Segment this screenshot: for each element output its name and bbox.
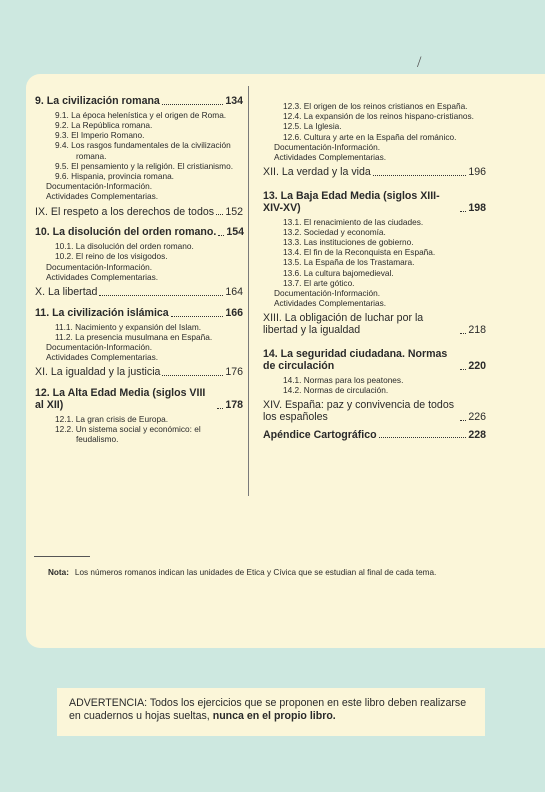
- toc-chapter-10[interactable]: 10. La disolución del orden romano. 154: [35, 226, 244, 239]
- note-text: Los números romanos indican las unidades de Etica y Cívica que se estudian al final de cada tema.: [74, 568, 437, 577]
- subsection: 10.2. El reino de los visigodos.: [55, 251, 168, 262]
- subsection: 9.5. El pensamiento y la religión. El cristianismo.: [55, 160, 234, 171]
- subsection: 12.2. Un sistema social y económico: el feudalismo.: [55, 424, 201, 445]
- subsection: 12.6. Cultura y arte en la España del románico.: [283, 131, 457, 142]
- toc-ethics-xiii[interactable]: XIII. La obligación de luchar por la libertad y la igualdad 218: [263, 312, 486, 337]
- toc-ethics-xi[interactable]: XI. La igualdad y la justicia 176: [35, 366, 243, 379]
- extra-line: Documentación-Información.: [274, 288, 381, 299]
- warning-text: ADVERTENCIA: Todos los ejercicios que se proponen en este libro deben realizarse en cuadernos u hojas sueltas,: [69, 697, 467, 722]
- note-label: Nota:: [48, 568, 69, 577]
- column-divider: [248, 86, 249, 496]
- footnote: [48, 568, 448, 579]
- extra-line: Documentación-Información.: [46, 261, 153, 272]
- extra-line: Documentación-Información.: [274, 141, 381, 152]
- subsection-list: [35, 241, 243, 282]
- toc-chapter-14[interactable]: 14. La seguridad ciudadana. Normas de circulación 220: [263, 348, 486, 372]
- subsection: 9.1. La época helenística y el origen de Roma.: [55, 109, 227, 120]
- toc-ethics-xii[interactable]: XII. La verdad y la vida 196: [263, 166, 486, 179]
- warning-box: [57, 688, 485, 736]
- subsection-list: [35, 110, 243, 202]
- subsection: 12.3. El origen de los reinos cristianos en España.: [283, 101, 468, 111]
- subsection-list: [263, 217, 486, 309]
- extra-line: Actividades Complementarias.: [46, 271, 159, 282]
- toc-ethics-xiv[interactable]: XIV. España: paz y convivencia de todos los españoles 226: [263, 399, 486, 423]
- subsection: 13.2. Sociedad y economía.: [283, 226, 386, 237]
- extra-line: Actividades Complementarias.: [46, 352, 159, 363]
- subsection: 13.5. La España de los Trastamara.: [283, 257, 415, 268]
- subsection: 10.1. La disolución del orden romano.: [55, 241, 194, 252]
- subsection-list: [35, 322, 243, 363]
- subsection: 9.4. Los rasgos fundamentales de la civilización romana.: [55, 140, 231, 161]
- subsection: 9.3. El Imperio Romano.: [55, 130, 145, 141]
- subsection: 11.1. Nacimiento y expansión del Islam.: [55, 321, 202, 332]
- subsection: 12.4. La expansión de los reinos hispano-cristianos.: [283, 111, 474, 122]
- subsection-list: [35, 414, 243, 445]
- extra-line: Documentación-Información.: [46, 181, 153, 192]
- subsection: 13.1. El renacimiento de las ciudades.: [283, 216, 424, 227]
- subsection: 12.5. La Iglesia.: [283, 121, 342, 132]
- subsection-list: [263, 375, 486, 395]
- toc-chapter-12[interactable]: 12. La Alta Edad Media (siglos VIII al XII) 178: [35, 387, 243, 412]
- extra-line: Actividades Complementarias.: [274, 152, 387, 163]
- subsection: 13.3. Las instituciones de gobierno.: [283, 237, 414, 248]
- subsection: 14.2. Normas de circulación.: [283, 384, 389, 395]
- subsection: 13.6. La cultura bajomedieval.: [283, 267, 394, 278]
- extra-line: Actividades Complementarias.: [274, 298, 387, 309]
- subsection: 14.1. Normas para los peatones.: [283, 374, 404, 385]
- warning-emphasis: nunca en el propio libro.: [212, 710, 336, 722]
- toc-ethics-x[interactable]: X. La libertad 164: [35, 286, 243, 299]
- toc-chapter-9[interactable]: 9. La civilización romana 134: [35, 95, 243, 107]
- extra-line: Actividades Complementarias.: [46, 191, 159, 202]
- note-rule: [34, 556, 90, 557]
- toc-appendix[interactable]: Apéndice Cartográfico 228: [263, 428, 486, 441]
- pen-mark: /: [417, 54, 422, 71]
- toc-left-column: [35, 96, 243, 444]
- toc-chapter-13[interactable]: 13. La Baja Edad Media (siglos XIII-XIV-XV) 198: [263, 190, 486, 214]
- subsection: 9.6. Hispania, provincia romana.: [55, 171, 174, 182]
- subsection: 12.1. La gran crisis de Europa.: [55, 413, 168, 424]
- subsection: 13.7. El arte gótico.: [283, 277, 355, 288]
- extra-line: Documentación-Información.: [46, 342, 153, 353]
- subsection: 11.2. La presencia musulmana en España.: [55, 331, 213, 342]
- subsection-list: [263, 101, 486, 162]
- subsection: 13.4. El fin de la Reconquista en España.: [283, 247, 436, 258]
- subsection: 9.2. La República romana.: [55, 120, 153, 130]
- toc-chapter-11[interactable]: 11. La civilización islámica 166: [35, 306, 243, 319]
- toc-ethics-ix[interactable]: IX. El respeto a los derechos de todos 152: [35, 205, 243, 218]
- toc-right-column: [263, 101, 486, 441]
